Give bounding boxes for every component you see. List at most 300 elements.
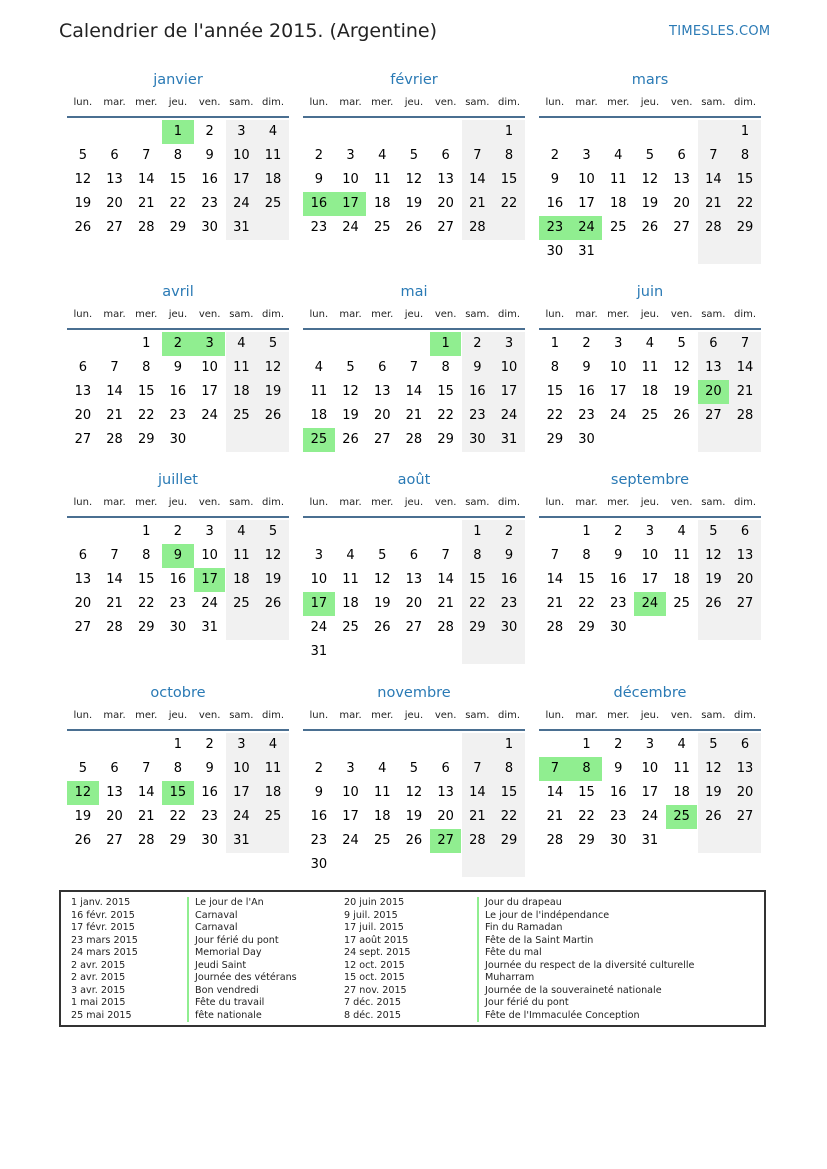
day-grid <box>539 120 761 264</box>
empty-cell <box>257 616 289 640</box>
month-avril <box>67 284 289 484</box>
day-cell: 11 <box>673 548 690 563</box>
day-cell: 4 <box>346 548 355 563</box>
day-cell: 18 <box>257 781 289 805</box>
day-cell: 10 <box>641 548 659 563</box>
day-grid <box>67 332 289 476</box>
day-cell: 20 <box>698 380 730 404</box>
month-octobre <box>67 685 289 885</box>
weekday-label: sam. <box>229 710 254 721</box>
day-cell: 20 <box>106 809 123 824</box>
legend-date: 9 juil. 2015 <box>344 909 398 921</box>
weekday-label: mer. <box>135 710 158 721</box>
legend-holiday-name: Carnaval <box>187 910 238 923</box>
day-cell: 7 <box>142 761 151 776</box>
day-cell: 8 <box>173 761 183 776</box>
header-rule <box>303 328 525 330</box>
day-cell: 12 <box>342 384 359 399</box>
weekday-label: lun. <box>545 97 565 108</box>
day-cell: 9 <box>205 148 214 163</box>
day-cell: 2 <box>162 332 194 356</box>
day-cell: 26 <box>698 805 730 829</box>
day-grid <box>539 332 761 476</box>
weekday-label: dim. <box>734 309 757 320</box>
day-cell: 22 <box>137 596 155 611</box>
day-cell: 20 <box>673 196 690 211</box>
day-cell: 8 <box>142 360 151 375</box>
legend-date: 17 févr. 2015 <box>71 922 135 933</box>
legend-date: 20 juin 2015 <box>344 897 405 908</box>
day-cell: 3 <box>614 336 623 351</box>
weekday-label: sam. <box>465 497 490 508</box>
day-cell: 3 <box>645 524 655 539</box>
weekday-label: jeu. <box>640 309 660 320</box>
day-cell: 10 <box>310 572 328 587</box>
day-cell: 17 <box>201 384 218 399</box>
day-cell: 4 <box>257 120 289 144</box>
day-cell: 4 <box>614 148 623 163</box>
day-cell: 8 <box>142 548 151 563</box>
day-cell: 27 <box>729 805 761 829</box>
weekday-label: mer. <box>371 710 394 721</box>
day-cell: 21 <box>462 805 494 829</box>
day-cell: 17 <box>493 380 525 404</box>
weekday-label: ven. <box>670 710 693 721</box>
day-cell: 5 <box>677 336 686 351</box>
day-cell: 20 <box>74 596 92 611</box>
day-cell: 2 <box>314 148 323 163</box>
weekday-label: dim. <box>262 97 285 108</box>
day-cell: 10 <box>609 360 627 375</box>
weekday-label: sam. <box>229 309 254 320</box>
weekday-header <box>303 497 525 515</box>
day-cell: 30 <box>546 244 564 259</box>
legend-holiday-name: Fête de la Saint Martin <box>477 935 593 948</box>
empty-cell <box>729 428 761 452</box>
weekday-label: lun. <box>545 710 565 721</box>
day-cell: 13 <box>405 572 423 587</box>
day-cell: 8 <box>550 360 559 375</box>
day-cell: 8 <box>493 757 525 781</box>
weekday-label: dim. <box>262 309 285 320</box>
weekday-label: mer. <box>371 309 394 320</box>
day-cell: 9 <box>582 360 591 375</box>
month-name: juin <box>636 284 664 300</box>
day-cell: 7 <box>462 144 494 168</box>
day-cell: 11 <box>226 356 258 380</box>
day-cell: 22 <box>462 592 494 616</box>
day-cell: 15 <box>578 785 595 800</box>
day-cell: 11 <box>673 761 690 776</box>
day-cell: 19 <box>698 568 730 592</box>
day-cell: 14 <box>106 572 123 587</box>
day-cell: 8 <box>729 144 761 168</box>
day-cell: 31 <box>578 244 595 259</box>
day-cell: 9 <box>314 172 323 187</box>
day-cell: 15 <box>493 781 525 805</box>
legend-date: 24 sept. 2015 <box>344 947 411 958</box>
day-grid <box>67 733 289 877</box>
day-cell: 5 <box>409 761 419 776</box>
month-mai <box>303 284 525 484</box>
day-cell: 14 <box>106 384 123 399</box>
day-cell: 20 <box>405 596 423 611</box>
legend-holiday-name: Jeudi Saint <box>187 960 246 973</box>
day-cell: 1 <box>462 520 494 544</box>
day-cell: 23 <box>609 809 627 824</box>
weekday-label: sam. <box>701 97 726 108</box>
day-cell: 27 <box>74 620 92 635</box>
day-cell: 3 <box>226 120 258 144</box>
weekday-label: lun. <box>73 97 93 108</box>
day-cell: 29 <box>493 829 525 853</box>
empty-cell <box>462 120 494 144</box>
weekday-label: jeu. <box>168 497 188 508</box>
day-cell: 11 <box>373 785 391 800</box>
day-cell: 19 <box>257 568 289 592</box>
weekday-label: mar. <box>103 309 126 320</box>
day-cell: 15 <box>546 384 564 399</box>
weekday-label: sam. <box>465 309 490 320</box>
weekday-label: ven. <box>434 97 457 108</box>
weekday-label: mar. <box>103 710 126 721</box>
empty-cell <box>462 640 494 664</box>
day-cell: 21 <box>462 192 494 216</box>
day-cell: 26 <box>641 220 659 235</box>
month-name: août <box>397 472 431 488</box>
header-rule <box>67 116 289 118</box>
day-cell: 11 <box>641 360 659 375</box>
day-cell: 28 <box>462 829 494 853</box>
weekday-label: sam. <box>465 97 490 108</box>
day-cell: 15 <box>137 572 155 587</box>
day-cell: 7 <box>550 548 559 563</box>
legend-date: 1 mai 2015 <box>71 997 126 1008</box>
weekday-label: jeu. <box>404 497 424 508</box>
day-cell: 5 <box>257 520 289 544</box>
day-cell: 1 <box>162 120 194 144</box>
day-cell: 13 <box>74 384 92 399</box>
day-cell: 13 <box>729 544 761 568</box>
month-septembre <box>539 472 761 672</box>
day-cell: 7 <box>462 757 494 781</box>
day-cell: 27 <box>430 829 462 853</box>
day-cell: 28 <box>729 404 761 428</box>
day-cell: 30 <box>578 432 595 447</box>
day-cell: 10 <box>578 172 595 187</box>
weekday-label: mer. <box>607 497 630 508</box>
day-cell: 2 <box>550 148 559 163</box>
day-cell: 25 <box>373 833 391 848</box>
day-cell: 29 <box>462 616 494 640</box>
day-cell: 28 <box>137 220 155 235</box>
weekday-header <box>67 710 289 728</box>
day-cell: 6 <box>409 548 419 563</box>
weekday-label: sam. <box>229 497 254 508</box>
weekday-label: jeu. <box>404 97 424 108</box>
day-cell: 11 <box>310 384 328 399</box>
empty-cell <box>257 829 289 853</box>
day-cell: 8 <box>582 548 591 563</box>
day-cell: 22 <box>137 408 155 423</box>
day-cell: 19 <box>641 196 659 211</box>
day-cell: 1 <box>173 737 183 752</box>
day-cell: 12 <box>74 172 92 187</box>
day-cell: 24 <box>310 620 328 635</box>
day-cell: 12 <box>641 172 659 187</box>
day-cell: 13 <box>74 572 92 587</box>
empty-cell <box>698 829 730 853</box>
day-cell: 26 <box>673 408 690 423</box>
weekday-label: lun. <box>309 309 329 320</box>
day-cell: 14 <box>546 785 564 800</box>
day-cell: 3 <box>346 148 355 163</box>
weekday-label: sam. <box>465 710 490 721</box>
weekday-label: ven. <box>434 710 457 721</box>
day-cell: 27 <box>74 432 92 447</box>
legend-date: 7 déc. 2015 <box>344 997 401 1008</box>
day-cell: 6 <box>729 520 761 544</box>
legend-holiday-name: Le jour de l'An <box>187 897 264 910</box>
day-cell: 29 <box>137 432 155 447</box>
day-cell: 25 <box>373 220 391 235</box>
legend-date: 25 mai 2015 <box>71 1009 132 1021</box>
header-rule <box>67 729 289 731</box>
weekday-label: ven. <box>670 97 693 108</box>
day-cell: 9 <box>462 356 494 380</box>
weekday-label: mer. <box>371 97 394 108</box>
day-cell: 24 <box>342 833 359 848</box>
weekday-label: ven. <box>198 497 221 508</box>
day-cell: 22 <box>169 809 187 824</box>
weekday-label: lun. <box>73 309 93 320</box>
day-cell: 18 <box>609 196 627 211</box>
day-cell: 14 <box>137 785 155 800</box>
empty-cell <box>698 240 730 264</box>
day-cell: 10 <box>226 757 258 781</box>
day-cell: 22 <box>729 192 761 216</box>
day-cell: 23 <box>493 592 525 616</box>
day-cell: 8 <box>462 544 494 568</box>
month-name: mai <box>400 284 428 300</box>
day-cell: 29 <box>729 216 761 240</box>
day-cell: 13 <box>106 785 123 800</box>
day-cell: 20 <box>437 196 454 211</box>
legend-holiday-name: Jour férié du pont <box>187 935 279 948</box>
day-cell: 23 <box>201 809 218 824</box>
legend-date: 16 févr. 2015 <box>71 909 135 921</box>
weekday-label: ven. <box>198 97 221 108</box>
day-cell: 18 <box>257 168 289 192</box>
weekday-label: mar. <box>575 309 598 320</box>
month-novembre <box>303 685 525 885</box>
day-cell: 23 <box>539 216 571 240</box>
weekday-label: dim. <box>734 710 757 721</box>
day-cell: 15 <box>137 384 155 399</box>
day-cell: 27 <box>106 220 123 235</box>
day-cell: 18 <box>673 785 690 800</box>
day-cell: 22 <box>169 196 187 211</box>
day-cell: 2 <box>462 332 494 356</box>
day-grid <box>67 120 289 264</box>
empty-cell <box>729 616 761 640</box>
site-link[interactable]: TIMESLES.COM <box>669 24 771 39</box>
weekday-label: mar. <box>339 97 362 108</box>
day-cell: 19 <box>373 596 391 611</box>
day-cell: 7 <box>110 360 119 375</box>
day-cell: 6 <box>441 761 450 776</box>
day-cell: 6 <box>729 733 761 757</box>
day-cell: 24 <box>226 805 258 829</box>
month-janvier <box>67 72 289 272</box>
day-cell: 5 <box>698 520 730 544</box>
weekday-label: jeu. <box>640 497 660 508</box>
day-cell: 7 <box>142 148 151 163</box>
weekday-label: mar. <box>339 710 362 721</box>
month-juillet <box>67 472 289 672</box>
day-cell: 28 <box>137 833 155 848</box>
day-cell: 4 <box>257 733 289 757</box>
day-cell: 20 <box>106 196 123 211</box>
day-grid <box>303 120 525 264</box>
day-cell: 13 <box>673 172 690 187</box>
day-cell: 18 <box>673 572 690 587</box>
day-cell: 27 <box>106 833 123 848</box>
day-cell: 14 <box>137 172 155 187</box>
weekday-label: mer. <box>607 710 630 721</box>
day-cell: 30 <box>310 857 328 872</box>
day-cell: 29 <box>578 620 595 635</box>
empty-cell <box>226 616 258 640</box>
weekday-label: jeu. <box>404 710 424 721</box>
day-cell: 10 <box>641 761 659 776</box>
day-cell: 25 <box>226 592 258 616</box>
weekday-label: dim. <box>734 497 757 508</box>
day-cell: 3 <box>582 148 591 163</box>
day-cell: 28 <box>462 216 494 240</box>
day-cell: 1 <box>550 336 559 351</box>
day-cell: 3 <box>194 332 226 356</box>
day-cell: 30 <box>169 620 187 635</box>
weekday-label: lun. <box>73 497 93 508</box>
day-cell: 5 <box>78 761 87 776</box>
month-name: avril <box>162 284 194 300</box>
day-cell: 3 <box>314 548 323 563</box>
header-rule <box>539 516 761 518</box>
day-cell: 13 <box>698 356 730 380</box>
day-cell: 30 <box>493 616 525 640</box>
weekday-label: mer. <box>607 97 630 108</box>
weekday-label: mar. <box>103 497 126 508</box>
day-cell: 18 <box>310 408 328 423</box>
month-name: septembre <box>610 472 690 488</box>
day-cell: 24 <box>201 408 218 423</box>
day-cell: 11 <box>257 144 289 168</box>
day-cell: 2 <box>173 524 183 539</box>
header-rule <box>67 328 289 330</box>
day-cell: 19 <box>257 380 289 404</box>
weekday-header <box>303 97 525 115</box>
day-cell: 5 <box>645 148 655 163</box>
weekday-label: mer. <box>371 497 394 508</box>
weekday-label: mar. <box>575 97 598 108</box>
day-cell: 13 <box>729 757 761 781</box>
legend-holiday-name: Journée du respect de la diversité culturelle <box>477 960 694 973</box>
day-cell: 24 <box>493 404 525 428</box>
day-cell: 27 <box>437 220 454 235</box>
weekday-label: sam. <box>229 97 254 108</box>
day-cell: 10 <box>201 548 218 563</box>
day-cell: 17 <box>641 785 659 800</box>
day-cell: 16 <box>201 785 218 800</box>
day-cell: 24 <box>342 220 359 235</box>
day-cell: 27 <box>373 432 391 447</box>
day-cell: 6 <box>698 332 730 356</box>
day-cell: 21 <box>405 408 423 423</box>
day-cell: 17 <box>609 384 627 399</box>
day-cell: 10 <box>493 356 525 380</box>
day-cell: 13 <box>437 172 454 187</box>
legend-date: 2 avr. 2015 <box>71 959 126 971</box>
weekday-label: mer. <box>135 309 158 320</box>
weekday-label: dim. <box>498 309 521 320</box>
day-cell: 24 <box>201 596 218 611</box>
day-cell: 11 <box>609 172 627 187</box>
day-cell: 6 <box>78 548 87 563</box>
weekday-label: jeu. <box>404 309 424 320</box>
legend-date: 23 mars 2015 <box>71 934 138 946</box>
header-rule <box>67 516 289 518</box>
day-cell: 10 <box>342 172 359 187</box>
day-cell: 25 <box>257 805 289 829</box>
day-cell: 29 <box>437 432 454 447</box>
day-cell: 20 <box>74 408 92 423</box>
weekday-label: mar. <box>575 497 598 508</box>
legend-holiday-name: Jour du drapeau <box>477 897 562 910</box>
weekday-label: jeu. <box>640 710 660 721</box>
day-cell: 26 <box>74 220 92 235</box>
legend-holiday-name: Fête du mal <box>477 947 542 960</box>
month-name: février <box>390 72 438 88</box>
empty-cell <box>729 829 761 853</box>
day-cell: 27 <box>729 592 761 616</box>
day-cell: 27 <box>673 220 690 235</box>
day-cell: 31 <box>226 216 258 240</box>
day-cell: 16 <box>578 384 595 399</box>
weekday-label: ven. <box>670 497 693 508</box>
legend-date: 17 août 2015 <box>344 934 409 946</box>
day-cell: 9 <box>314 785 323 800</box>
day-cell: 9 <box>550 172 559 187</box>
day-cell: 17 <box>335 192 367 216</box>
weekday-label: dim. <box>262 497 285 508</box>
day-cell: 25 <box>303 428 335 452</box>
day-cell: 30 <box>609 833 627 848</box>
month-name: novembre <box>377 685 451 701</box>
day-cell: 24 <box>226 192 258 216</box>
day-cell: 21 <box>698 192 730 216</box>
day-cell: 9 <box>614 761 623 776</box>
day-cell: 26 <box>257 592 289 616</box>
empty-cell <box>698 120 730 144</box>
day-cell: 1 <box>430 332 462 356</box>
day-cell: 29 <box>546 432 564 447</box>
day-cell: 3 <box>226 733 258 757</box>
day-cell: 1 <box>142 524 151 539</box>
day-cell: 6 <box>110 148 119 163</box>
month-name: juillet <box>158 472 198 488</box>
day-cell: 29 <box>169 220 187 235</box>
